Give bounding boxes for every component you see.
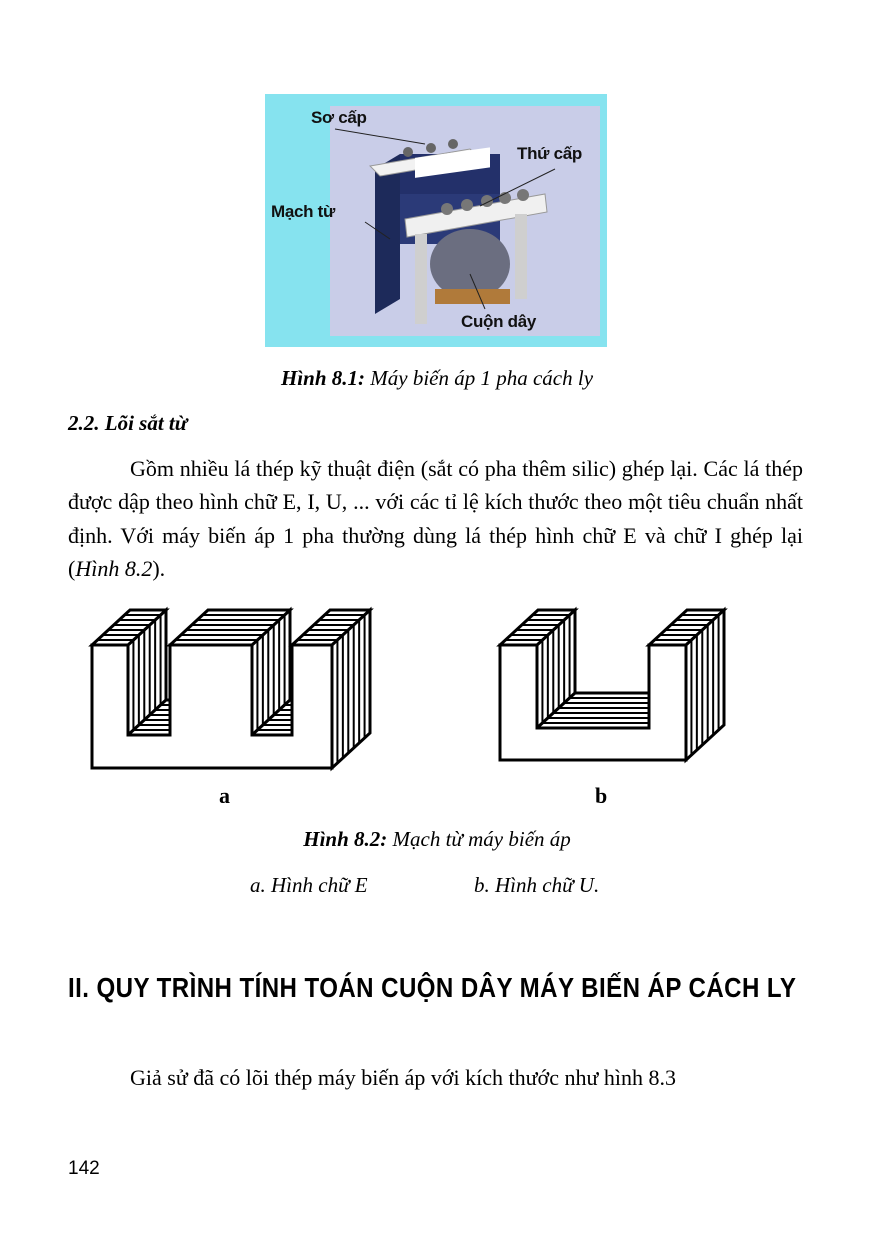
caption-text: Máy biến áp 1 pha cách ly bbox=[365, 366, 594, 390]
label-primary: Sơ cấp bbox=[311, 108, 367, 127]
e-core-diagram bbox=[92, 610, 370, 768]
caption-label: Hình 8.1: bbox=[280, 366, 365, 390]
diagram-label-b: b bbox=[595, 783, 608, 808]
paragraph-text: Giả sử đã có lõi thép máy biến áp với kích thước như hình 8.3 bbox=[130, 1065, 676, 1090]
section-heading-II: II. QUY TRÌNH TÍNH TOÁN CUỘN DÂY MÁY BIẾN ÁP CÁCH LY bbox=[68, 972, 797, 1003]
page-number: 142 bbox=[68, 1158, 100, 1179]
figure-reference: Hình 8.2 bbox=[75, 555, 153, 581]
sub-caption-b: b. Hình chữ U. bbox=[474, 873, 600, 897]
section-heading-2-2: 2.2. Lõi sắt từ bbox=[68, 411, 188, 435]
caption-label: Hình 8.2: bbox=[303, 827, 388, 851]
label-coil: Cuộn dây bbox=[461, 312, 537, 331]
figure-8-2-caption bbox=[0, 827, 874, 852]
u-core-diagram bbox=[500, 610, 724, 760]
e-core-front-face bbox=[92, 645, 332, 768]
sub-caption-a: a. Hình chữ E bbox=[250, 873, 368, 897]
caption-text: Mạch từ máy biến áp bbox=[387, 827, 571, 851]
paragraph-intro bbox=[68, 1061, 803, 1094]
paragraph-text-end: ). bbox=[152, 555, 166, 581]
label-secondary: Thứ cấp bbox=[517, 144, 582, 163]
label-core: Mạch từ bbox=[271, 202, 336, 221]
paragraph-text: Gồm nhiều lá thép kỹ thuật điện (sắt có pha thêm silic) ghép lại. Các lá thép được dập theo hình chữ E, I, U, ... với các tỉ lệ kích thước theo một tiêu chuẩn nhất định. Với máy biến áp 1 pha thường dùng lá thép hình chữ E và chữ I ghép lại ( bbox=[68, 456, 803, 581]
diagram-label-a: a bbox=[219, 783, 230, 808]
